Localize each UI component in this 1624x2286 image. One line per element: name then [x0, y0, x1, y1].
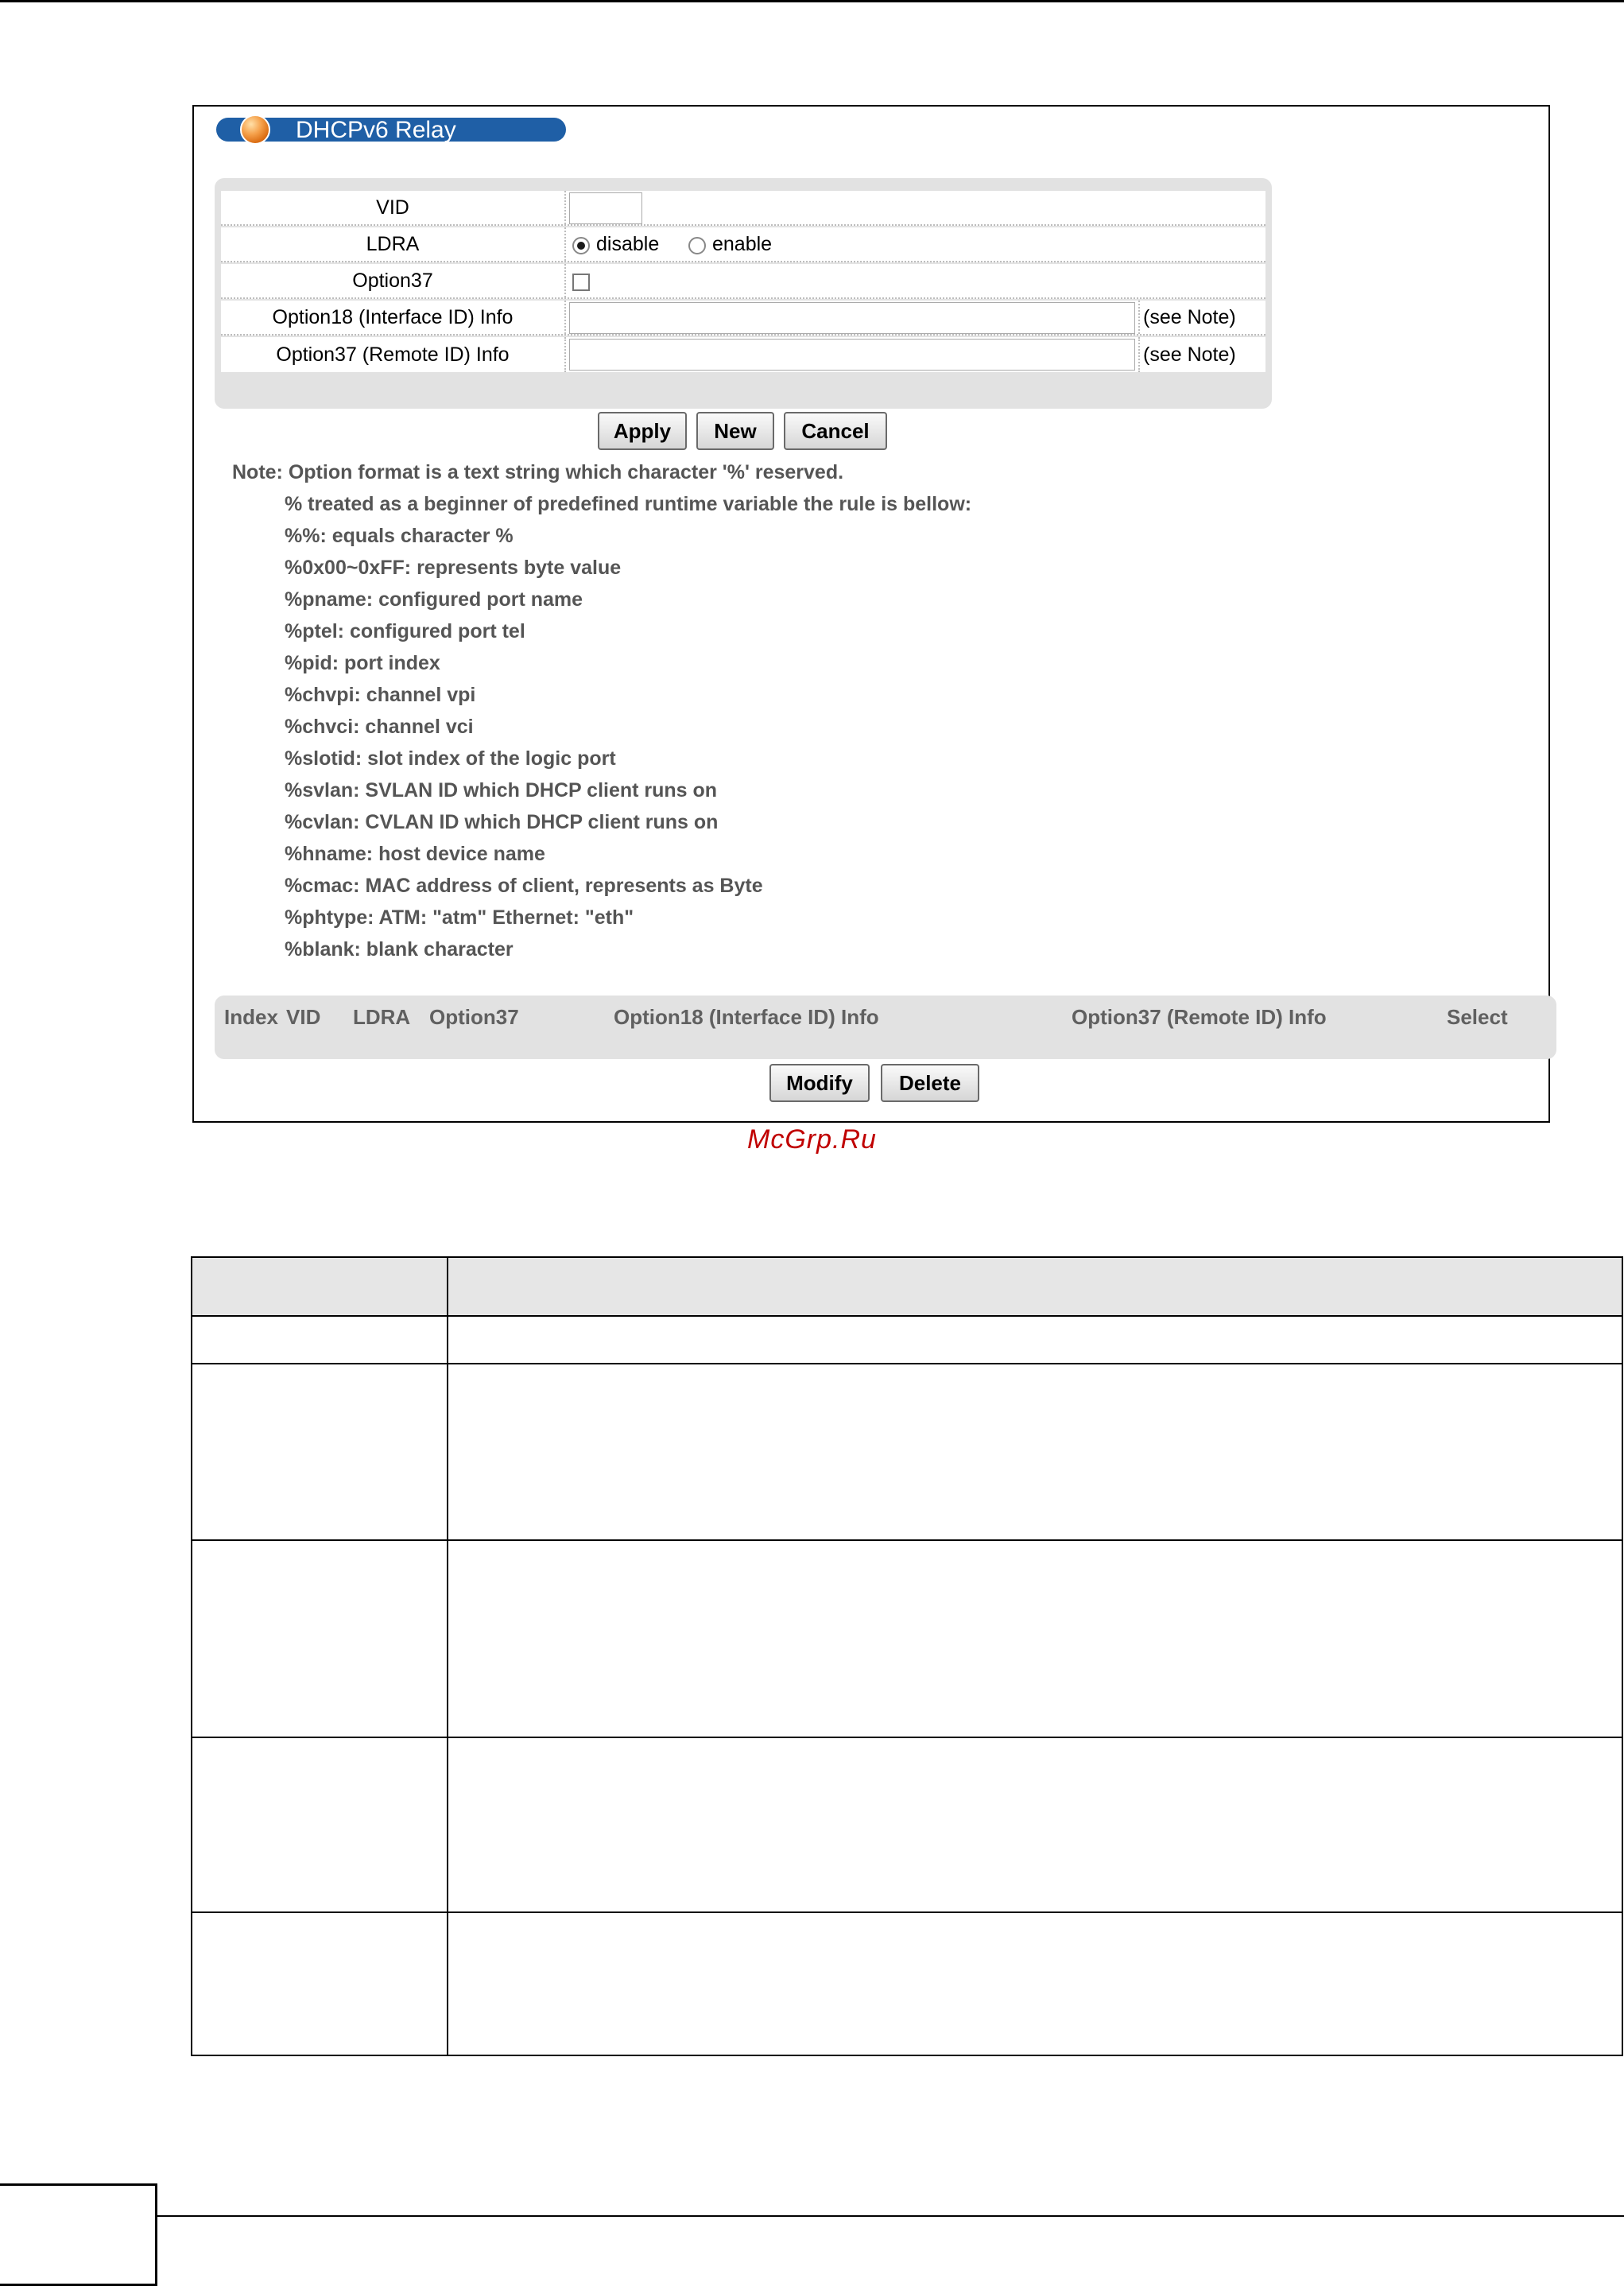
col-vid: VID [286, 1005, 321, 1029]
note-line: %pid: port index [285, 652, 440, 674]
note-line: %phtype: ATM: "atm" Ethernet: "eth" [285, 906, 634, 929]
ldra-enable-label: enable [712, 232, 773, 255]
note-line: % treated as a beginner of predefined runtime variable the rule is bellow: [285, 493, 972, 515]
delete-button[interactable]: Delete [881, 1064, 979, 1102]
option37-row [221, 264, 1265, 299]
form-panel [215, 178, 1272, 409]
table-header-cell [192, 1257, 448, 1316]
footer-rule [157, 2215, 1624, 2217]
table-header-row [192, 1257, 1622, 1316]
remote-id-see-note: (see Note) [1138, 337, 1236, 372]
page-number-box [0, 2183, 157, 2286]
note-line: %pname: configured port name [285, 588, 583, 611]
table-cell [448, 1316, 1622, 1364]
option18-input[interactable] [569, 302, 1135, 334]
note-line: %chvci: channel vci [285, 716, 474, 738]
col-index: Index [224, 1005, 278, 1029]
note-line: Note: Option format is a text string which character '%' reserved. [232, 461, 844, 483]
option18-see-note: (see Note) [1138, 301, 1236, 334]
ldra-enable-radio[interactable] [688, 237, 706, 254]
table-cell [448, 1540, 1622, 1737]
ldra-row [221, 227, 1265, 262]
note-line: %chvpi: channel vpi [285, 684, 476, 706]
note-line: %cvlan: CVLAN ID which DHCP client runs on [285, 811, 719, 833]
watermark: McGrp.Ru [747, 1124, 877, 1155]
vid-input[interactable] [569, 192, 642, 224]
cancel-button[interactable]: Cancel [784, 412, 887, 450]
note-line: %slotid: slot index of the logic port [285, 747, 616, 770]
option18-row [221, 301, 1265, 336]
table-header-cell [448, 1257, 1622, 1316]
note-line: %svlan: SVLAN ID which DHCP client runs on [285, 779, 718, 801]
vid-row [221, 191, 1265, 226]
table-row [192, 1737, 1622, 1912]
option37-label: Option37 [221, 264, 566, 297]
table-cell [448, 1912, 1622, 2055]
col-option37: Option37 [429, 1005, 519, 1029]
title-orb-icon [240, 114, 270, 145]
ldra-disable-radio[interactable] [572, 237, 590, 254]
option18-label: Option18 (Interface ID) Info [221, 301, 566, 334]
description-table [191, 1256, 1623, 2056]
ldra-label: LDRA [221, 227, 566, 261]
note-line: %blank: blank character [285, 938, 514, 961]
col-ldra: LDRA [353, 1005, 411, 1029]
note-line: %hname: host device name [285, 843, 545, 865]
remote-id-label: Option37 (Remote ID) Info [221, 337, 566, 372]
dhcpv6-relay-screenshot [192, 105, 1550, 1123]
table-row [192, 1912, 1622, 2055]
table-row [192, 1364, 1622, 1540]
option37-checkbox[interactable] [572, 274, 590, 291]
table-row [192, 1316, 1622, 1364]
note-block [232, 456, 971, 965]
table-cell [192, 1737, 448, 1912]
table-cell [192, 1540, 448, 1737]
note-line: %0x00~0xFF: represents byte value [285, 557, 622, 579]
new-button[interactable]: New [696, 412, 774, 450]
col-remote-id-info: Option37 (Remote ID) Info [1072, 1005, 1327, 1029]
remote-id-row [221, 337, 1265, 372]
col-select: Select [1447, 1005, 1508, 1029]
note-line: %cmac: MAC address of client, represents as Byte [285, 875, 763, 897]
top-rule [0, 0, 1624, 2]
apply-button[interactable]: Apply [598, 412, 687, 450]
table-cell [192, 1364, 448, 1540]
relay-list-header [215, 996, 1556, 1059]
table-cell [448, 1737, 1622, 1912]
table-cell [192, 1316, 448, 1364]
ldra-disable-label: disable [596, 232, 660, 255]
table-cell [448, 1364, 1622, 1540]
vid-label: VID [221, 191, 566, 224]
note-line: %ptel: configured port tel [285, 620, 525, 642]
col-option18-info: Option18 (Interface ID) Info [614, 1005, 879, 1029]
panel-title: DHCPv6 Relay [296, 117, 456, 143]
remote-id-input[interactable] [569, 339, 1135, 371]
table-cell [192, 1912, 448, 2055]
modify-button[interactable]: Modify [769, 1064, 870, 1102]
table-row [192, 1540, 1622, 1737]
note-line: %%: equals character % [285, 525, 514, 547]
